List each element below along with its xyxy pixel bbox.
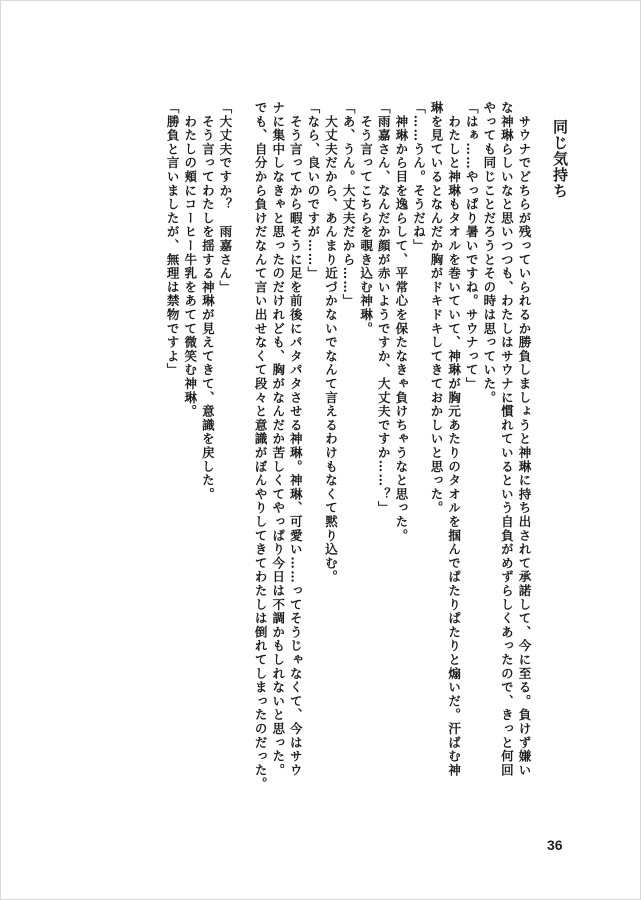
chapter-title: 同じ気持ち <box>551 119 569 199</box>
text-line: わたしの頬にコーヒー牛乳をあてて微笑む神琳。 <box>182 101 198 419</box>
text-line: やっても同じことだろうとその時は思っていた。 <box>481 101 497 405</box>
text-line: 大丈夫だから、あんまり近づかないでなんて言えるわけもなくて黙り込む。 <box>323 101 339 584</box>
text-line: 「あ、うん。大丈夫だから……」 <box>341 101 357 308</box>
text-line: 琳を見ているとなんだか胸がドキドキしてきておかしいと思った。 <box>429 101 445 515</box>
text-line: サウナでどちらが残っていられるか勝負しましょうと神琳に持ち出されて承諾して、今に至る。負けず嫌い <box>517 101 532 778</box>
text-line: 「大丈夫ですか？ 雨嘉さん」 <box>217 101 233 295</box>
text-line: でも、自分から負けだなんて言い出せなくて段々と意識がぼんやりしてきてわたしは倒れてしまったのだった。 <box>253 101 269 791</box>
text-line: 「雨嘉さん、なんだか顔が赤いようですか、大丈夫ですか……？」 <box>376 101 392 515</box>
page-number: 36 <box>547 837 563 853</box>
text-line: 「勝負と言いましたが、無理は禁物ですよ」 <box>165 101 181 377</box>
paragraph-gap <box>234 101 252 801</box>
vertical-body-text <box>164 101 533 801</box>
text-line: ナに集中しなきゃと思ったのだけれども、胸がなんだか苦しくてやっぱり今日は不調かもしれないと思った。 <box>270 101 286 778</box>
text-line: そう言ってこちらを覗き込む神琳。 <box>358 101 374 336</box>
text-line: 「なら、良いのですが……」 <box>305 101 321 281</box>
text-line: そう言ってわたしを揺する神琳が見えてきて、意識を戻した。 <box>200 101 216 502</box>
text-line: 「……うん。そうだね」 <box>411 101 427 253</box>
text-line: 「はぁ……やっぱり暑いですね。サウナって」 <box>464 101 480 391</box>
text-line: わたしと神琳もタオルを巻いていて、神琳が胸元あたりのタオルを掴んでぱたりぱたりと煽いだ。汗ばむ神 <box>446 101 462 778</box>
text-line: そう言ってから暇そうに足を前後にパタパタさせる神琳。神琳、可愛い……ってそうじゃなくて、今はサウ <box>288 101 304 778</box>
text-line: 神琳から目を逸らして、平常心を保たなきゃ負けちゃうなと思った。 <box>393 101 409 543</box>
text-line: な神琳らしいなと思いつつも、わたしはサウナに慣れているという自負がめずらしくあったので、きっと何回 <box>499 101 515 778</box>
